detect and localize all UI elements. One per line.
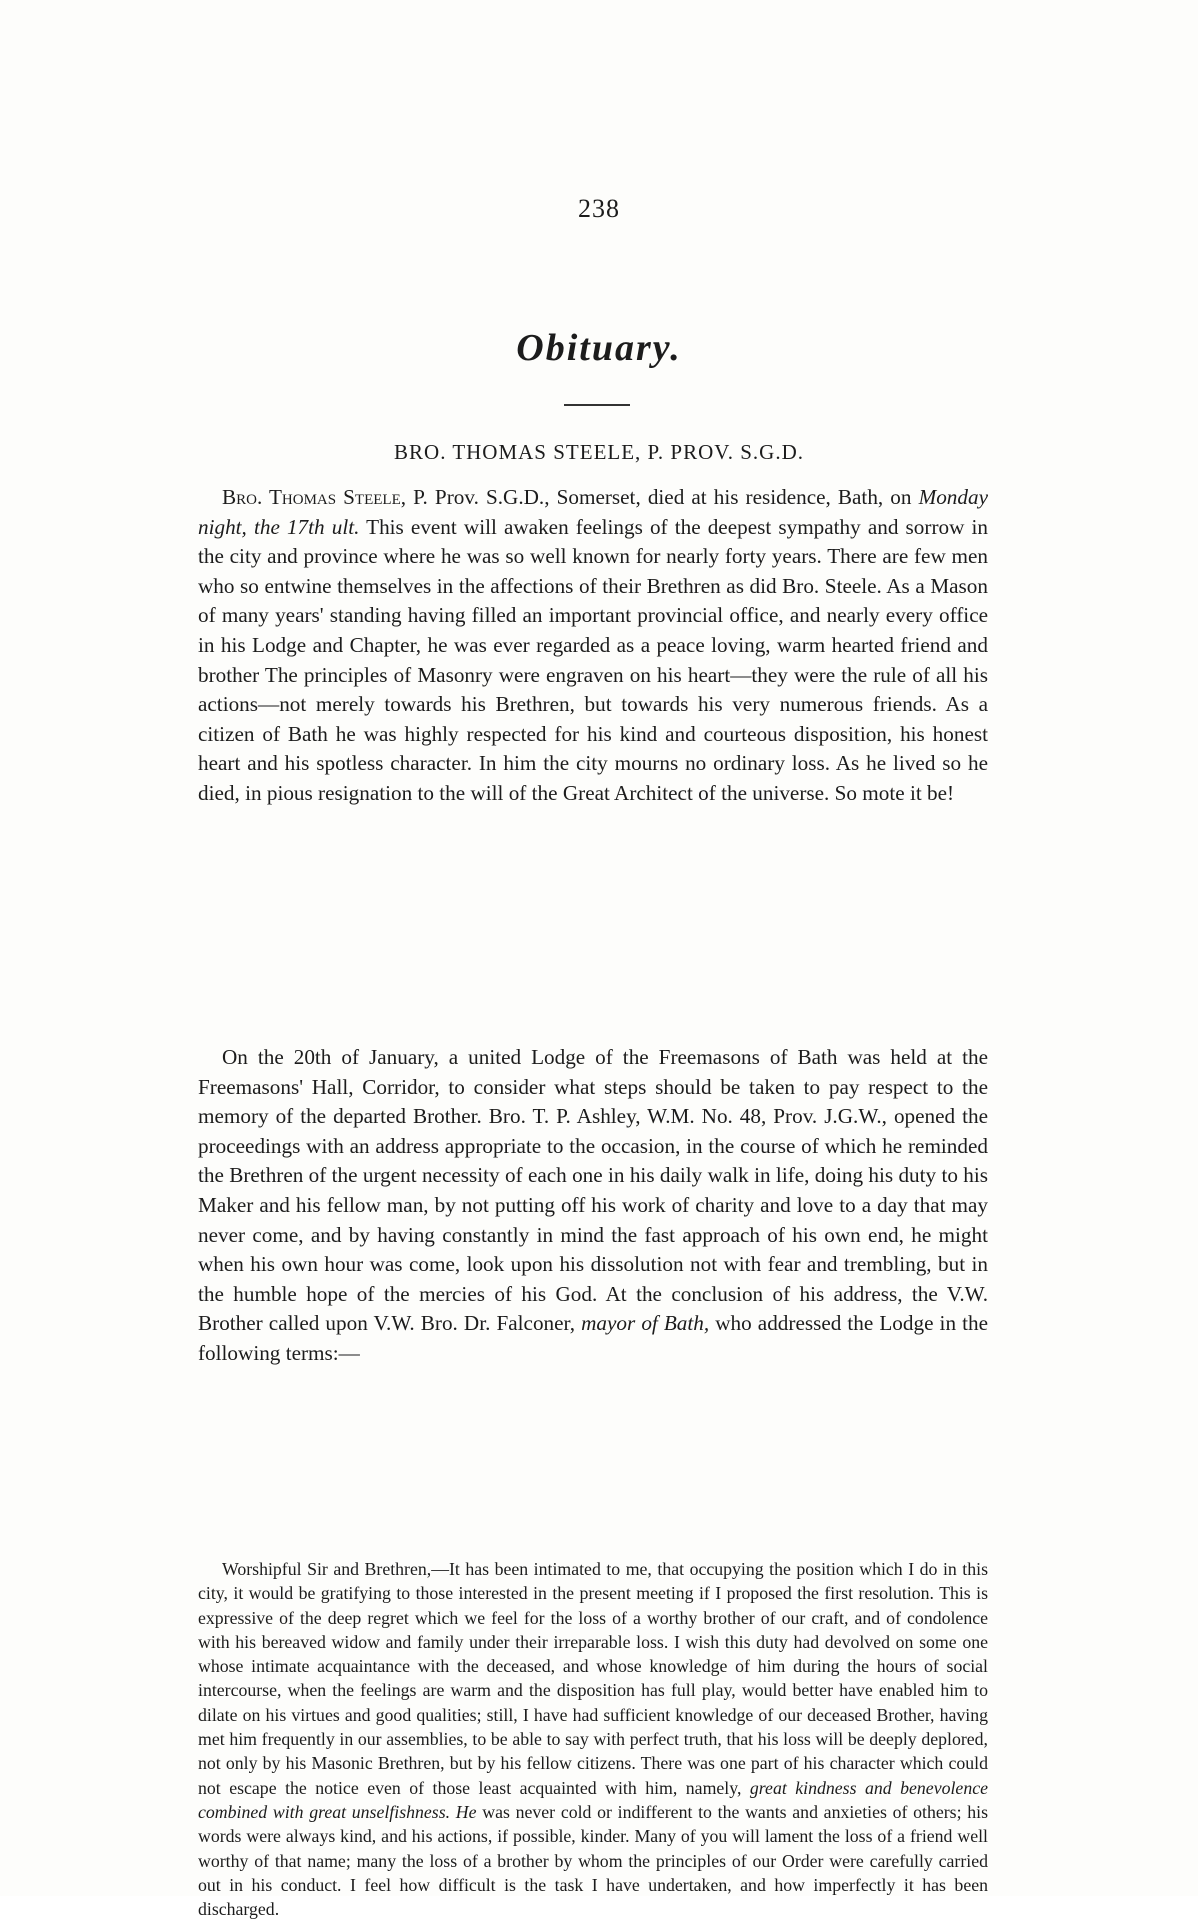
paragraph-text: was never cold or indifferent to the wants and anxieties of others; his words were always kind, and his actions, if possible, kinder. Many of you will lament the loss of a friend well worthy of that name; many the loss of a brother by whom the principles of our Order were carefully carried out in his conduct. I feel how difficult is the task I have undertaken, and how imperfectly it has been discharged. <box>198 1801 988 1920</box>
paragraph-lodge-meeting <box>198 1043 988 1369</box>
paragraph-text: , P. Prov. S.G.D., Somerset, died at his residence, Bath, on <box>400 485 919 509</box>
paragraph-italic: mayor of Bath, <box>581 1311 710 1336</box>
paragraph-text: On the 20th of January, a united Lodge of the Freemasons of Bath was held at the Freemasons' Hall, Corridor, to consider what steps should be taken to pay respect to the memory of the departed Brother. Bro. T. P. Ashley, W.M. No. 48, Prov. J.G.W., opened the proceedings with an address appropriate to the occasion, in the course of which he reminded the Brethren of the urgent necessity of each one in his daily walk in life, doing his duty to his Maker and his fellow man, by not putting off his work of charity and love to a day that may never come, and by having constantly in mind the fast approach of his own end, he might when his own hour was come, look upon his dissolution not with fear and trembling, but in the humble hope of the mercies of his God. At the conclusion of his address, the V.W. Brother called upon V.W. Bro. Dr. Falconer, <box>198 1045 988 1336</box>
paragraph-italic: Monday night, the 17th ult. <box>198 485 988 539</box>
paragraph-speech <box>198 1557 988 1921</box>
paragraph-text: who addressed the Lodge in the following terms:— <box>198 1311 988 1365</box>
lead-name: Bro. Thomas Steele <box>222 485 401 509</box>
paragraph-italic: great kindness and benevolence combined with great unselfishness. He <box>198 1777 988 1822</box>
section-heading: Obituary. <box>516 327 682 369</box>
paragraph-obituary <box>198 483 988 809</box>
page-number: 238 <box>578 194 620 223</box>
article-title: BRO. THOMAS STEELE, P. PROV. S.G.D. <box>394 440 804 464</box>
paragraph-text: Worshipful Sir and Brethren,—It has been intimated to me, that occupying the position which I do in this city, it would be gratifying to those interested in the present meeting if I proposed the first resolution. This is expressive of the deep regret which we feel for the loss of a worthy brother of our craft, and of condolence with his bereaved widow and family under their irreparable loss. I wish this duty had devolved on some one whose intimate acquaintance with the deceased, and whose knowledge of him during the hours of social intercourse, when the feelings are warm and the disposition has full play, would better have enabled him to dilate on his virtues and good qualities; still, I have had sufficient knowledge of our deceased Brother, having met him frequently in our assemblies, to be able to say with perfect truth, that his loss will be deeply deplored, not only by his Masonic Brethren, but by his fellow citizens. There was one part of his character which could not escape the notice even of those least acquainted with him, namely, <box>198 1559 988 1798</box>
paragraph-text: This event will awaken feelings of the deepest sympathy and sorrow in the city and province where he was so well known for nearly forty years. There are few men who so entwine themselves in the affections of their Brethren as did Bro. Steele. As a Mason of many years' standing having filled an important provincial office, and nearly every office in his Lodge and Chapter, he was ever regarded as a peace loving, warm hearted friend and brother The principles of Masonry were engraven on his heart—they were the rule of all his actions—not merely towards his Brethren, but towards his very numerous friends. As a citizen of Bath he was highly respected for his kind and courteous disposition, his honest heart and his spotless character. In him the city mourns no ordinary loss. As he lived so he died, in pious resignation to the will of the Great Architect of the universe. So mote it be! <box>198 514 988 805</box>
heading-divider <box>564 404 630 406</box>
